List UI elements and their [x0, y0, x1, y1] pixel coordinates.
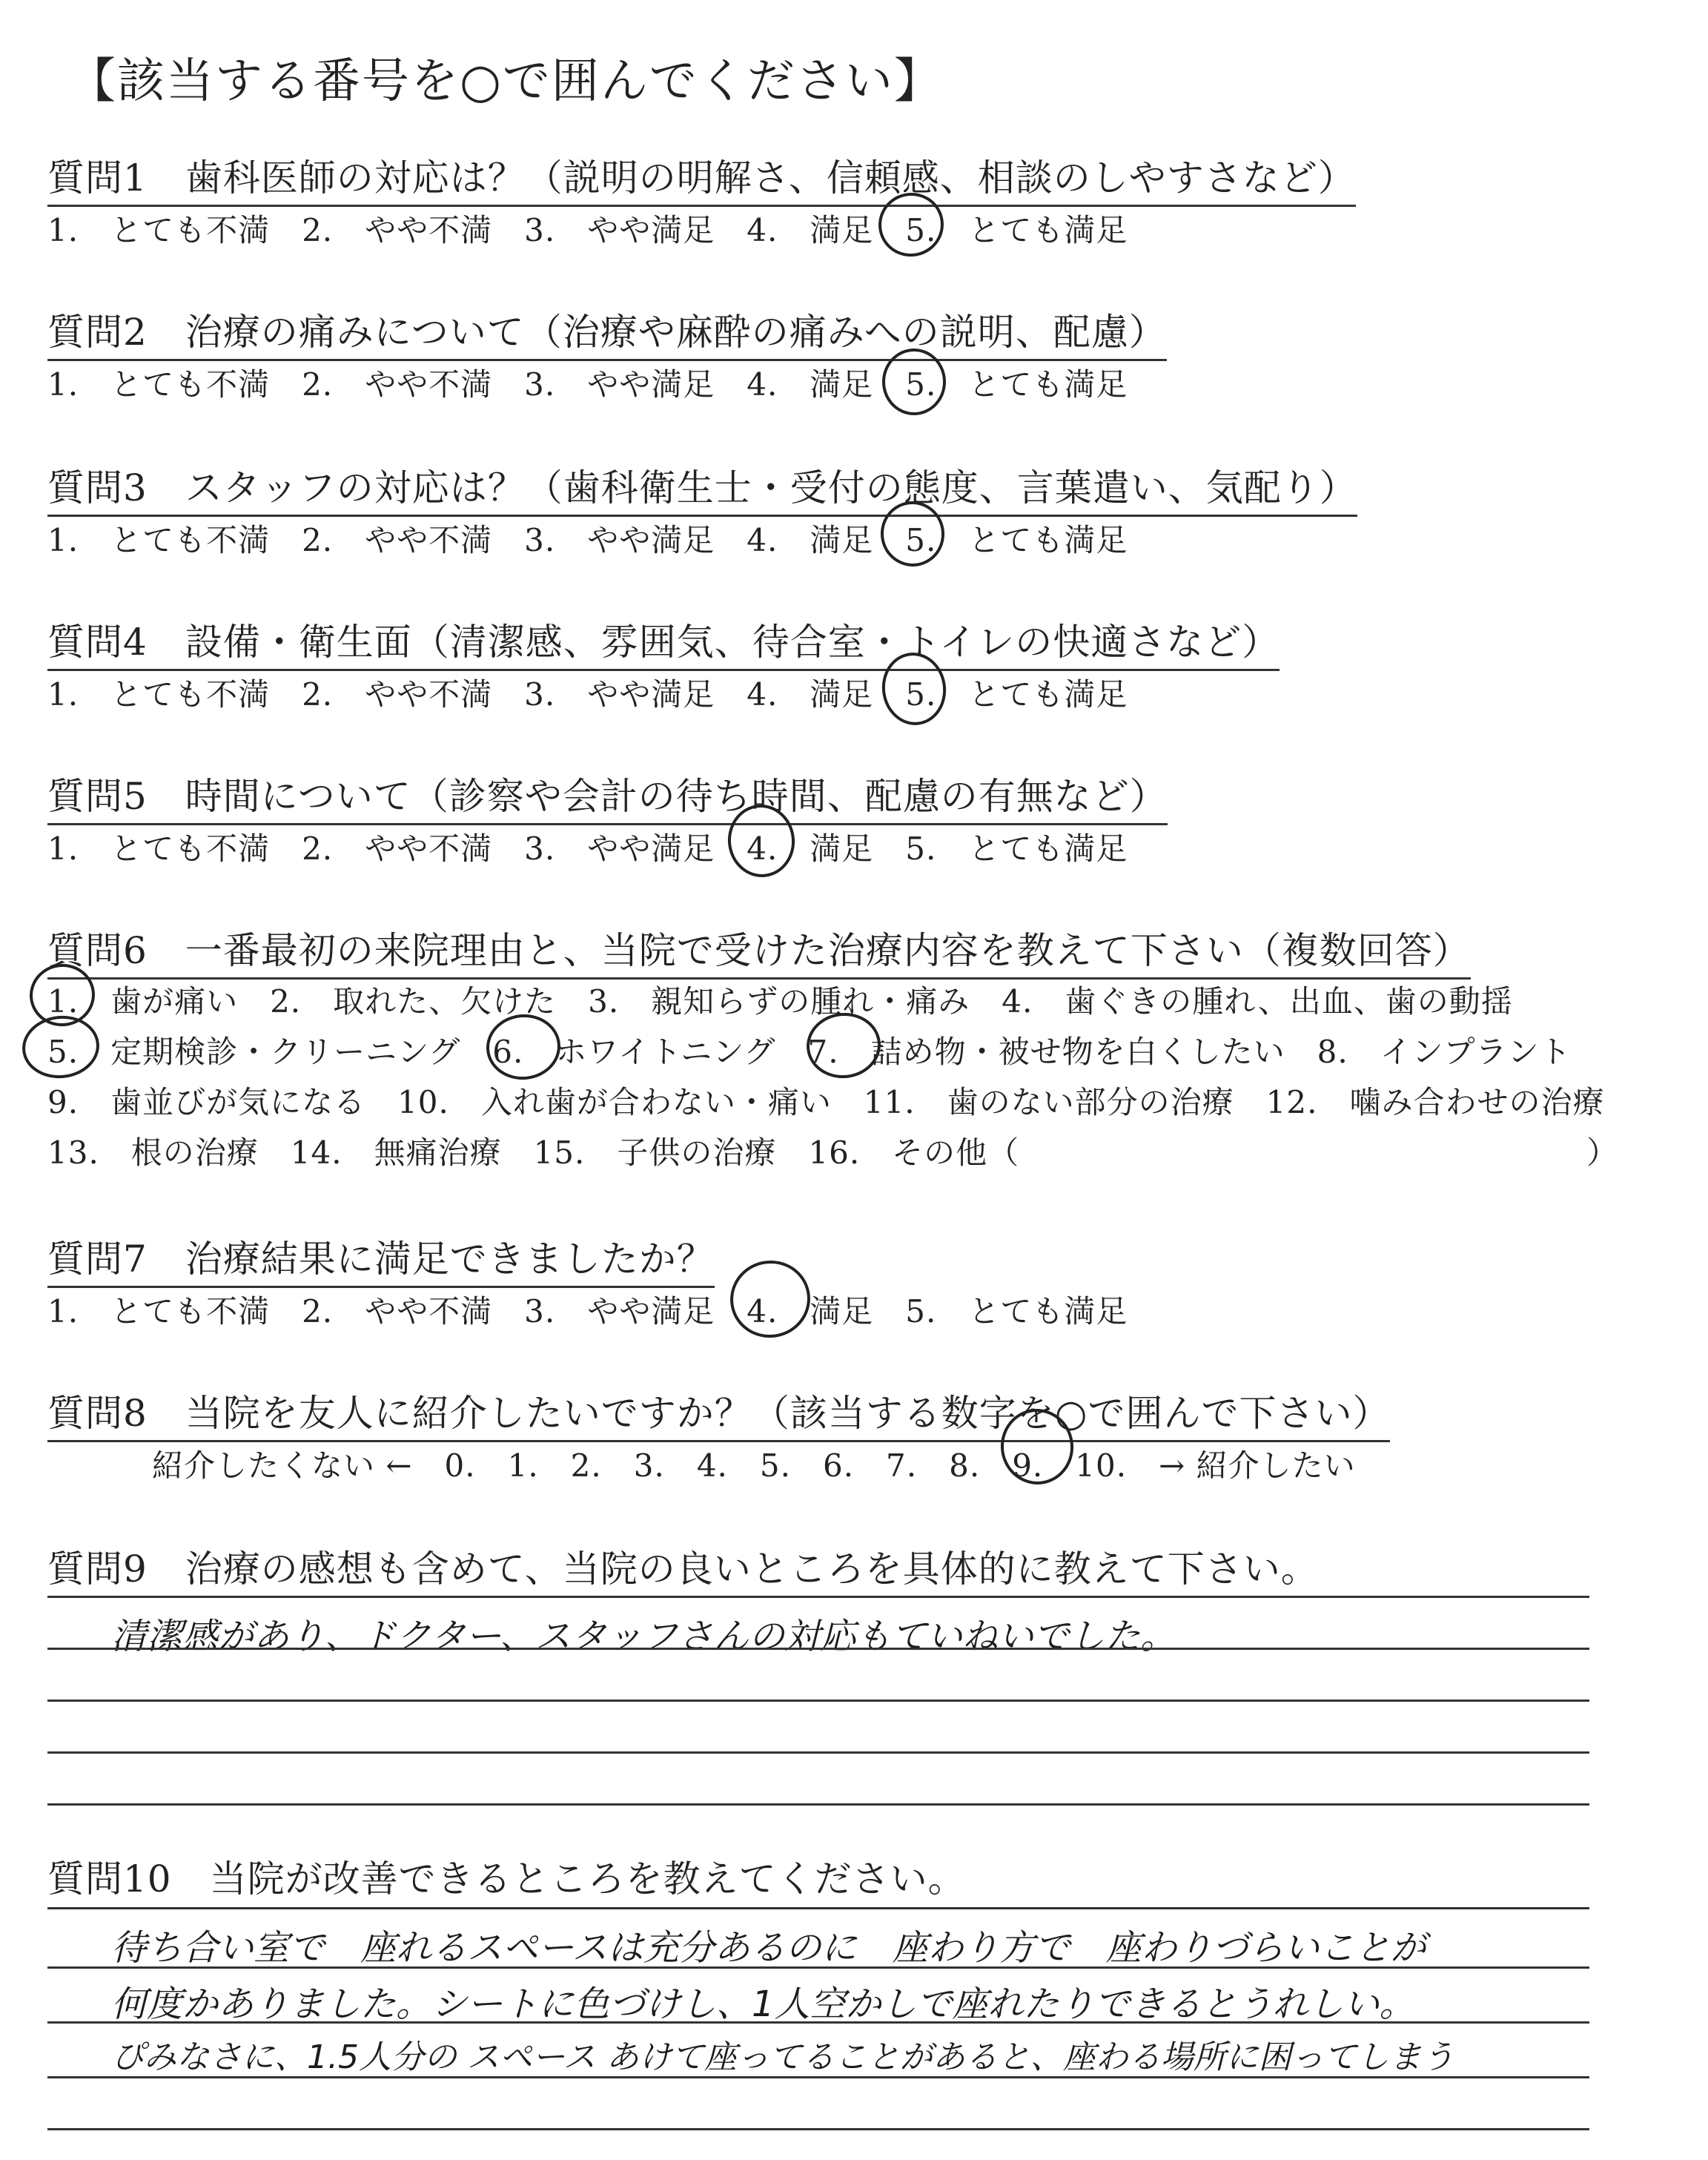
question-6: 質問6 一番最初の来院理由と、当院で受けた治療内容を教えて下さい（複数回答）	[47, 921, 1471, 980]
question-1-options: 1. とても不満 2. やや不満 3. やや満足 4. 満足 5. とても満足	[47, 212, 1128, 248]
question-9: 質問9 治療の感想も含めて、当院の良いところを具体的に教えて下さい。	[47, 1548, 1319, 1591]
answer-line	[47, 1966, 1589, 1969]
question-6-row-3: 9. 歯並びが気になる 10. 入れ歯が合わない・痛い 11. 歯のない部分の治療 12. 噛み合わせの治療	[47, 1084, 1605, 1120]
page-title: 【該当する番号を○で囲んでください】	[68, 54, 943, 109]
question-10: 質問10 当院が改善できるところを教えてください。	[47, 1857, 966, 1900]
question-10-answer-line-2: 何度かありました。シートに色づけし、1人空かしで座れたりできるとうれしい。	[111, 1984, 1415, 2025]
question-4: 質問4 設備・衛生面（清潔感、雰囲気、待合室・トイレの快適さなど）	[47, 612, 1280, 671]
answer-line	[47, 1751, 1589, 1754]
question-8: 質問8 当院を友人に紹介したいですか？（該当する数字を○で囲んで下さい）	[47, 1384, 1390, 1442]
question-10-answer-line-1: 待ち合い室で 座れるスペースは充分あるのに 座わり方で 座わりづらいことが	[111, 1927, 1426, 1969]
question-7-options: 1. とても不満 2. やや不満 3. やや満足 4. 満足 5. とても満足	[47, 1293, 1128, 1330]
answer-line	[47, 2021, 1589, 2024]
question-6-row-4: 13. 根の治療 14. 無痛治療 15. 子供の治療 16. その他（	[47, 1135, 1020, 1171]
answer-line	[47, 2128, 1589, 2130]
answer-line	[47, 1700, 1589, 1702]
question-8-scale: 紹介したくない ← 0. 1. 2. 3. 4. 5. 6. 7. 8. 9. 10. → 紹介したい	[152, 1447, 1356, 1484]
question-4-options: 1. とても不満 2. やや不満 3. やや満足 4. 満足 5. とても満足	[47, 676, 1128, 713]
question-2-options: 1. とても不満 2. やや不満 3. やや満足 4. 満足 5. とても満足	[47, 366, 1128, 403]
question-2: 質問2 治療の痛みについて（治療や麻酔の痛みへの説明、配慮）	[47, 303, 1167, 361]
answer-line	[47, 2076, 1589, 2078]
question-5: 質問5 時間について（診察や会計の待ち時間、配慮の有無など）	[47, 767, 1168, 825]
answer-line	[47, 1648, 1589, 1650]
answer-line	[47, 1803, 1589, 1806]
question-6-row-4-close: ）	[1586, 1135, 1619, 1171]
answer-circle-q2	[882, 349, 946, 415]
question-9-answer: 清潔感があり、ドクター、スタッフさんの対応もていねいでした。	[111, 1616, 1176, 1657]
question-3-options: 1. とても不満 2. やや不満 3. やや満足 4. 満足 5. とても満足	[47, 522, 1128, 558]
question-3: 質問3 スタッフの対応は？（歯科衛生士・受付の態度、言葉遣い、気配り）	[47, 458, 1357, 517]
question-1: 質問1 歯科医師の対応は？（説明の明解さ、信頼感、相談のしやすさなど）	[47, 148, 1356, 207]
answer-line	[47, 1907, 1589, 1909]
question-6-row-1: 1. 歯が痛い 2. 取れた、欠けた 3. 親知らずの腫れ・痛み 4. 歯ぐきの腫れ、出血、歯の動揺	[47, 983, 1513, 1020]
question-6-row-2: 5. 定期検診・クリーニング 6. ホワイトニング 7. 詰め物・被せ物を白くしたい 8. インプラント	[47, 1034, 1572, 1070]
question-10-answer-line-3: ぴみなさに、1.5人分の スペース あけて座ってることがあると、座わる場所に困ってしまう	[111, 2038, 1454, 2076]
answer-line	[47, 1596, 1589, 1598]
question-5-options: 1. とても不満 2. やや不満 3. やや満足 4. 満足 5. とても満足	[47, 830, 1128, 867]
question-7: 質問7 治療結果に満足できましたか？	[47, 1229, 715, 1288]
